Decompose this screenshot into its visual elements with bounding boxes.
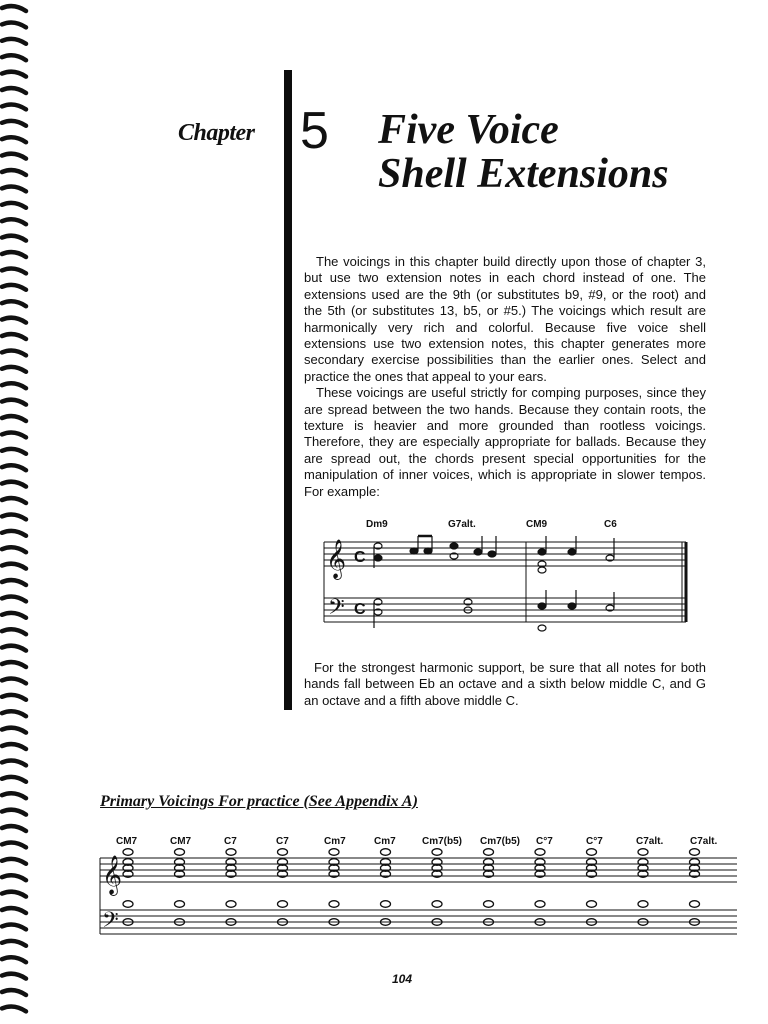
primary-chord-9: C°7: [536, 836, 553, 847]
primary-chord-8: Cm7(b5): [480, 836, 521, 847]
primary-bass-note: [535, 901, 545, 908]
primary-chord-1: CM7: [116, 836, 138, 847]
spiral-coil: [2, 728, 26, 733]
spiral-coil: [2, 482, 26, 487]
spiral-coil: [2, 760, 26, 765]
spiral-coil: [2, 908, 26, 913]
spiral-coil: [2, 301, 26, 306]
spiral-coil: [2, 498, 26, 503]
spiral-coil: [2, 1006, 26, 1011]
primary-bass-note: [278, 901, 288, 908]
primary-note: [381, 849, 391, 856]
spiral-coil: [2, 564, 26, 569]
spiral-coil: [2, 318, 26, 323]
primary-chord-6: Cm7: [374, 836, 396, 847]
spiral-coil: [2, 104, 26, 109]
spiral-coil: [2, 465, 26, 470]
page-number: 104: [392, 972, 413, 986]
spiral-coil: [2, 646, 26, 651]
spiral-coil: [2, 990, 26, 995]
primary-note: [638, 849, 648, 856]
spiral-coil: [2, 924, 26, 929]
primary-bass-note: [638, 901, 648, 908]
spiral-coil: [2, 88, 26, 93]
primary-chord-2: CM7: [170, 836, 192, 847]
example-chord-3: CM9: [526, 519, 548, 530]
primary-bass-note: [587, 901, 597, 908]
spiral-coil: [2, 547, 26, 552]
spiral-coil: [2, 22, 26, 27]
spiral-coil: [2, 121, 26, 126]
primary-note: [226, 849, 236, 856]
example-chord-1: Dm9: [366, 519, 388, 530]
spiral-coil: [2, 350, 26, 355]
svg-text:C: C: [354, 549, 366, 566]
primary-note: [690, 849, 700, 856]
spiral-coil: [2, 170, 26, 175]
conclusion-text: [304, 660, 706, 709]
primary-chord-3: C7: [224, 836, 237, 847]
primary-bass-note: [484, 901, 494, 908]
intro-text: [304, 254, 706, 500]
spiral-coil: [2, 596, 26, 601]
spiral-coil: [2, 6, 26, 11]
spiral-coil: [2, 957, 26, 962]
spiral-coil: [2, 826, 26, 831]
chapter-divider-bar: [284, 70, 292, 710]
chapter-label: Chapter: [178, 120, 255, 146]
primary-chord-7: Cm7(b5): [422, 836, 463, 847]
spiral-coil: [2, 252, 26, 257]
primary-bass-note: [329, 901, 339, 908]
spiral-coil: [2, 203, 26, 208]
primary-chord-12: C7alt.: [690, 836, 718, 847]
spiral-coil: [2, 432, 26, 437]
spiral-coil: [2, 531, 26, 536]
spiral-coil: [2, 711, 26, 716]
spiral-coil: [2, 400, 26, 405]
chapter-number: 5: [300, 102, 329, 160]
spiral-coil: [2, 416, 26, 421]
primary-note: [175, 849, 185, 856]
spiral-coil: [2, 137, 26, 142]
spiral-coil: [2, 580, 26, 585]
example-chord-2: G7alt.: [448, 519, 476, 530]
chapter-title: [378, 108, 669, 196]
primary-bass-note: [175, 901, 185, 908]
primary-chord-11: C7alt.: [636, 836, 664, 847]
svg-text:C: C: [354, 601, 366, 618]
spiral-coil: [2, 219, 26, 224]
spiral-coil: [2, 793, 26, 798]
treble-clef: 𝄞: [326, 540, 347, 578]
primary-bass-note: [690, 901, 700, 908]
spiral-coil: [2, 334, 26, 339]
spiral-coil: [2, 892, 26, 897]
primary-voicings-score: [96, 834, 741, 942]
primary-bass-clef: 𝄢: [102, 907, 119, 937]
spiral-binding: [0, 0, 30, 1024]
primary-voicings-heading: Primary Voicings For practice (See Appendix A): [100, 793, 418, 810]
example-chord-4: C6: [604, 519, 617, 530]
spiral-coil: [2, 859, 26, 864]
spiral-coil: [2, 285, 26, 290]
primary-bass-note: [381, 901, 391, 908]
primary-note: [278, 849, 288, 856]
spiral-coil: [2, 613, 26, 618]
primary-bass-note: [123, 901, 133, 908]
primary-note: [432, 849, 442, 856]
primary-chord-4: C7: [276, 836, 289, 847]
spiral-coil: [2, 744, 26, 749]
primary-note: [484, 849, 494, 856]
primary-note: [123, 849, 133, 856]
bass-clef: 𝄢: [328, 594, 345, 624]
spiral-coil: [2, 629, 26, 634]
spiral-coil: [2, 39, 26, 44]
primary-note: [329, 849, 339, 856]
spiral-coil: [2, 236, 26, 241]
primary-chord-10: C°7: [586, 836, 603, 847]
spiral-coil: [2, 367, 26, 372]
spiral-coil: [2, 678, 26, 683]
spiral-coil: [2, 842, 26, 847]
spiral-coil: [2, 974, 26, 979]
conclusion-paragraph: For the strongest harmonic support, be sure that all notes for both hands fall between Eb an octave and a sixth below middle C, and G an octave and a fifth above middle C.: [304, 660, 706, 708]
spiral-coil: [2, 72, 26, 77]
primary-chord-5: Cm7: [324, 836, 346, 847]
primary-note: [535, 849, 545, 856]
spiral-coil: [2, 777, 26, 782]
spiral-coil: [2, 514, 26, 519]
example-chord-symbols: [366, 519, 617, 530]
primary-note: [587, 849, 597, 856]
spiral-coil: [2, 268, 26, 273]
primary-treble-clef: 𝄞: [102, 856, 123, 894]
intro-paragraph-1: The voicings in this chapter build directly upon those of chapter 3, but use two extension notes in each chord instead of one. The extensions used are the 9th (or substitutes b9, #9, or the root) and the 5th (or substitutes 13, b5, or #5.) The voicings which result are harmonically very rich and colorful. Because five voice shell extensions use two extension notes, this chapter generates more secondary exercise possibilities than the earlier ones. Select and practice the ones that appeal to your ears.: [304, 254, 706, 384]
intro-paragraph-2: These voicings are useful strictly for comping purposes, since they are spread between the two hands. Because they contain roots, the texture is heavier and more grounded than rootless voicings. Therefore, they are especially appropriate for ballads. Because they are spread out, the chords present special opportunities for the manipulation of inner voices, which is appropriate in slower tempos. For example:: [304, 385, 706, 499]
spiral-coil: [2, 941, 26, 946]
spiral-coil: [2, 55, 26, 60]
spiral-coil: [2, 186, 26, 191]
chapter-title-line-1: Five Voice: [378, 107, 559, 153]
primary-bass-note: [226, 901, 236, 908]
spiral-coil: [2, 383, 26, 388]
spiral-coil: [2, 662, 26, 667]
chapter-title-line-2: Shell Extensions: [378, 151, 669, 197]
spiral-coil: [2, 810, 26, 815]
spiral-coil: [2, 449, 26, 454]
spiral-coil: [2, 875, 26, 880]
spiral-coil: [2, 154, 26, 159]
example-score: [320, 518, 690, 636]
primary-chord-symbols: [116, 836, 717, 847]
primary-bass-note: [432, 901, 442, 908]
spiral-coil: [2, 695, 26, 700]
